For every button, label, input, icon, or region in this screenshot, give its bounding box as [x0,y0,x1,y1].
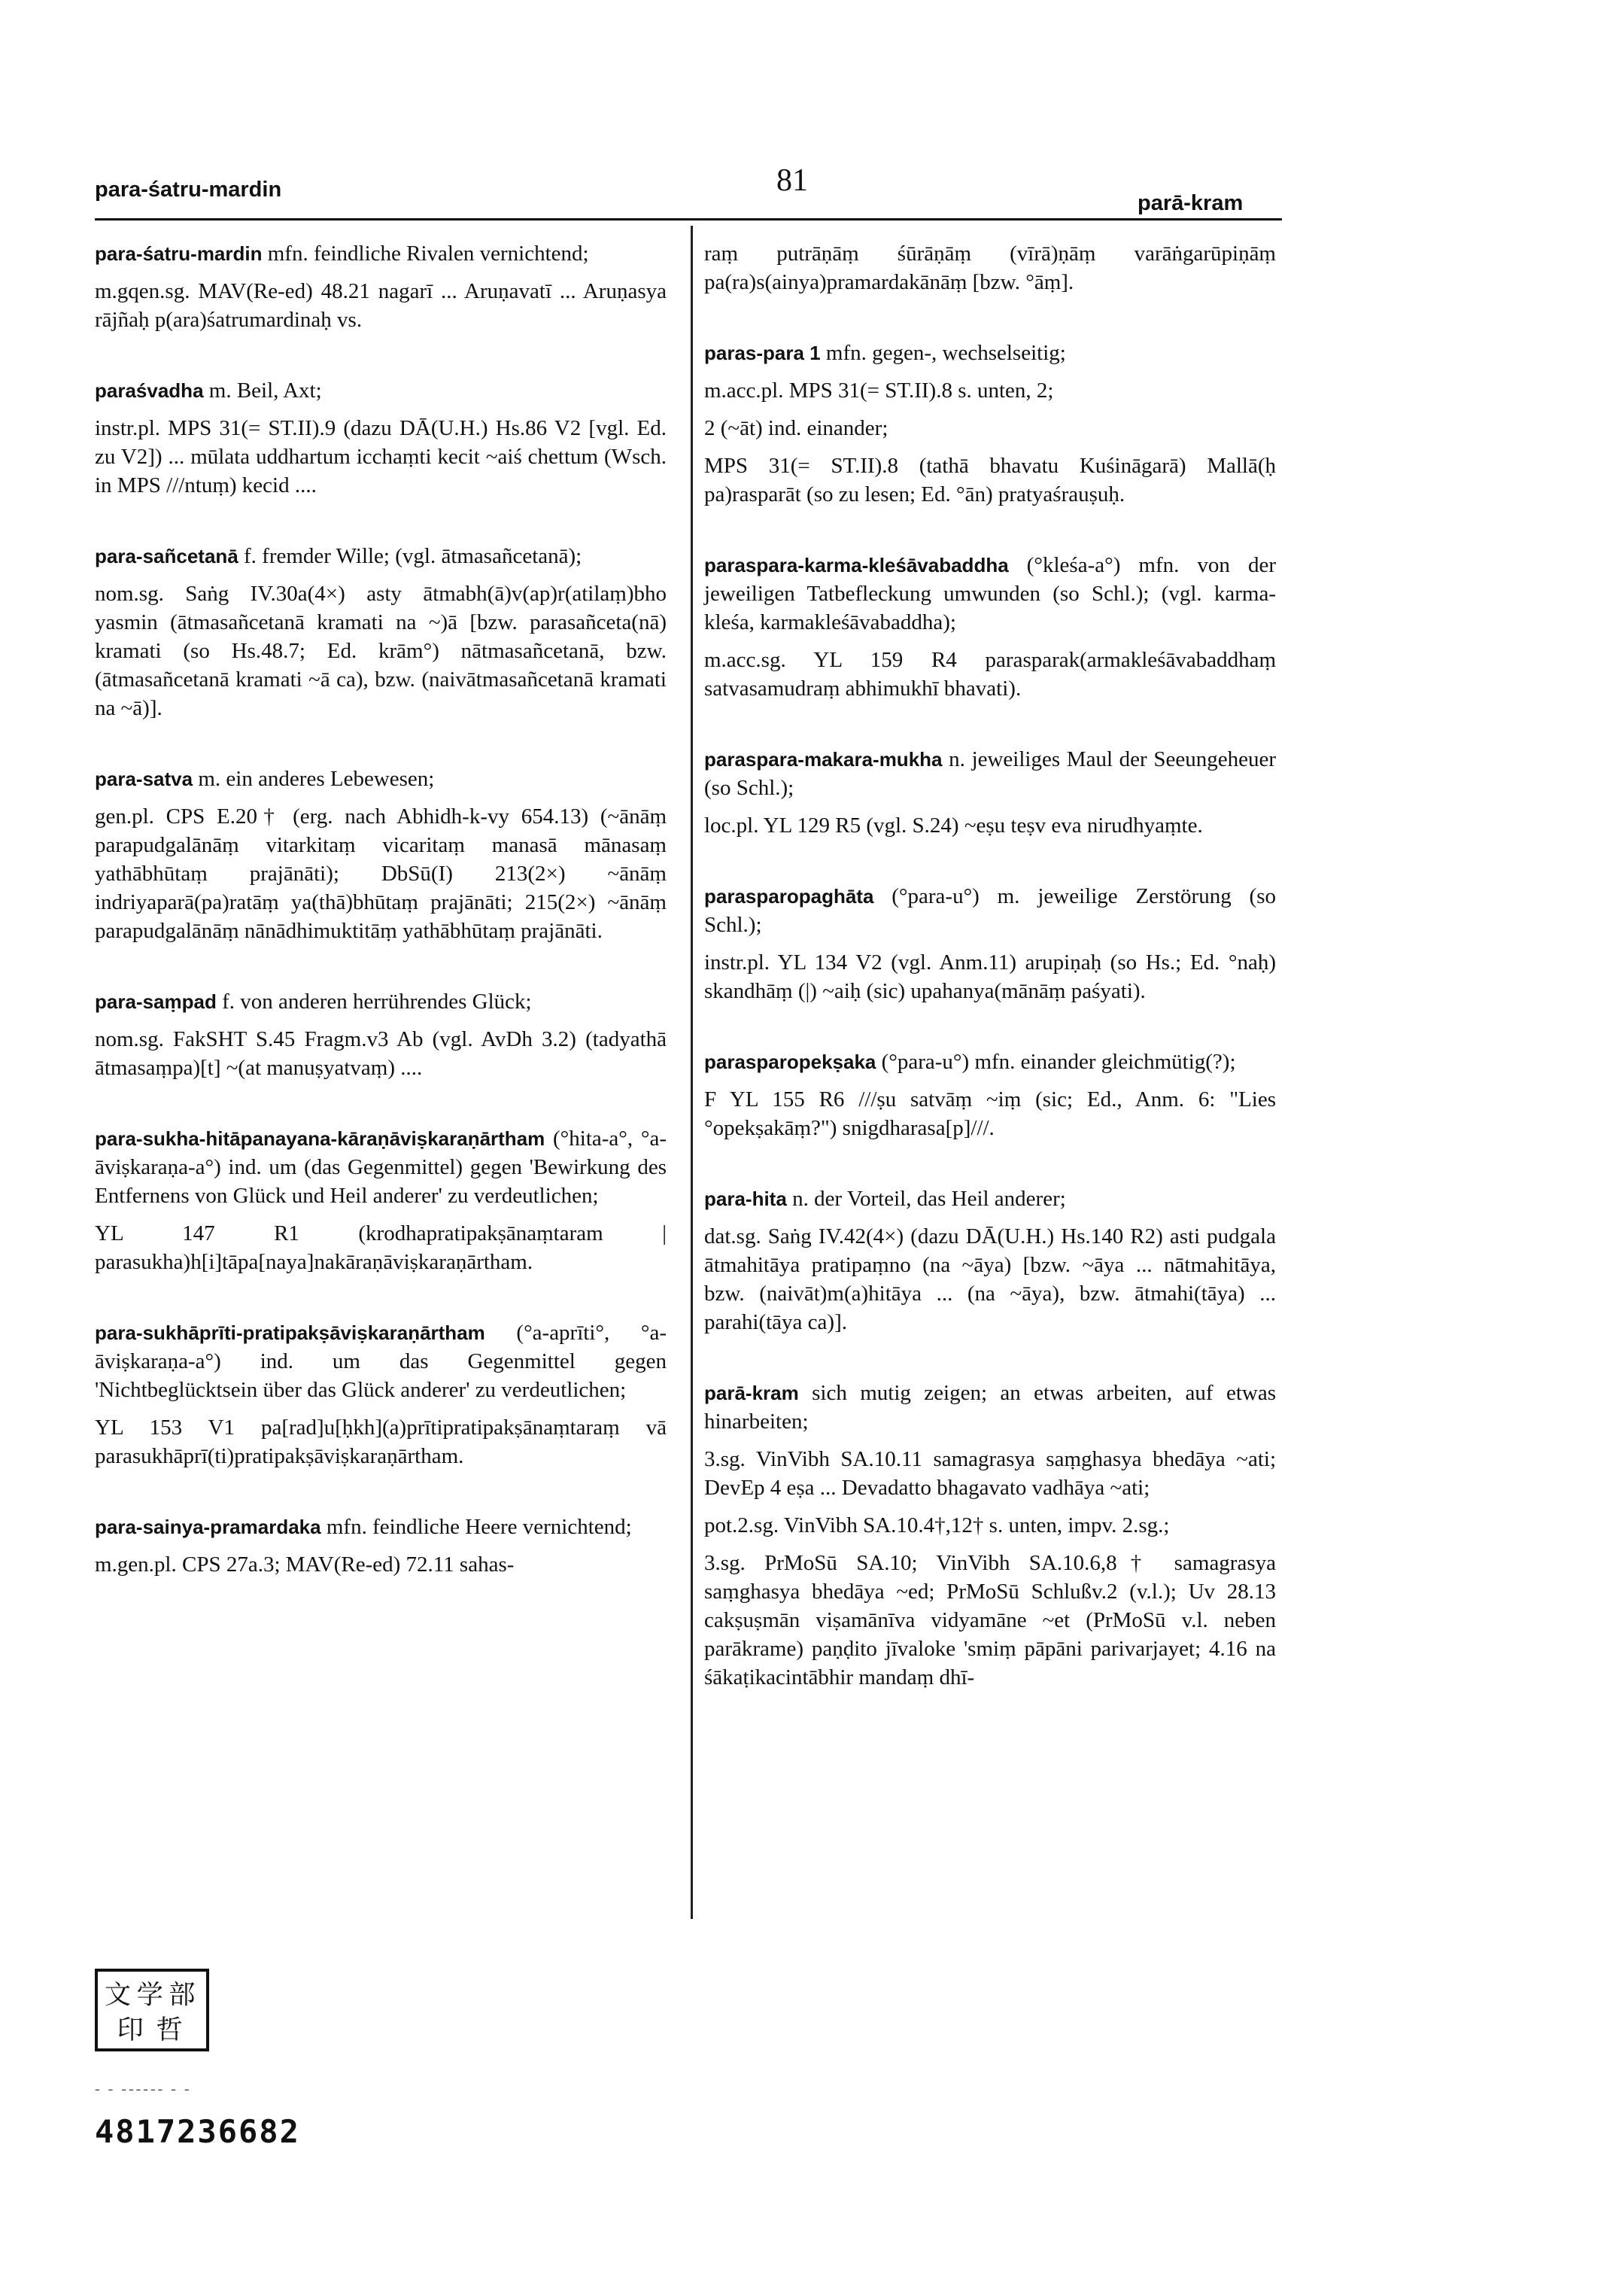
entry-text: mfn. feindliche Heere vernichtend; [326,1515,632,1539]
entry-text: nom.sg. FakSHT S.45 Fragm.v3 Ab (vgl. AvDh 3.2) (tadyathā ātmasaṃpa)[t] ~(at manuṣyatvaṃ) .... [95,1027,667,1080]
entry-citation [95,802,667,945]
entry-headword: para-saṃpad [95,990,217,1013]
entry-definition [95,1124,667,1210]
entry-citation [704,1222,1276,1337]
entry-citation [704,948,1276,1005]
entry-headword: paraspara-makara-mukha [704,748,943,771]
dictionary-entry [95,1318,667,1470]
dictionary-entry [704,551,1276,703]
entry-headword: para-sañcetanā [95,545,238,567]
scan-noise: - - ------ - - [95,2081,192,2097]
entry-headword: parasparopekṣaka [704,1051,876,1073]
entry-text: f. fremder Wille; (vgl. ātmasañcetanā); [244,544,582,568]
entry-text: pot.2.sg. VinVibh SA.10.4†,12† s. unten, impv. 2.sg.; [704,1513,1170,1537]
entry-text: f. von anderen herrührendes Glück; [222,990,532,1014]
entry-text: nom.sg. Saṅg IV.30a(4×) asty ātmabh(ā)v(ap)r(atilaṃ)bho yasmin (ātmasañcetanā kramati na ~)ā [bzw. parasañceta(nā) kramati (so Hs.48.7; Ed. krām°) nātmasañcetanā, bzw. (ātmasañcetanā kramati ~ā ca), bzw. (naivātmasañcetanā kramati na ~ā)]. [95,582,667,720]
entry-citation [704,414,1276,442]
entry-headword: para-sukhāprīti-pratipakṣāviṣkaraṇārtham [95,1321,485,1344]
entry-text: loc.pl. YL 129 R5 (vgl. S.24) ~eṣu teṣv eva nirudhyaṃte. [704,813,1203,838]
entry-text: 3.sg. PrMoSū SA.10; VinVibh SA.10.6,8† samagrasya saṃghasya bhedāya ~ed; PrMoSū Schlußv.2 (v.l.); Uv 28.13 cakṣuṣmān viṣamānīva vidyamāne ~et (PrMoSū v.l. neben parākrame) paṇḍito jīvaloke 'smiṃ pāpāni parivarjayet; 4.16 na śākaṭikacintābhir mandaṃ dhī- [704,1551,1276,1689]
entry-headword: paras-para 1 [704,342,821,364]
entry-text: YL 153 V1 pa[rad]u[ḥkh](a)prītipratipakṣānaṃtaraṃ vā parasukhāprī(ti)pratipakṣāviṣkaraṇārtham. [95,1416,667,1468]
column-divider [691,226,693,1919]
entry-citation [95,1219,667,1276]
entry-headword: paraśvadha [95,379,204,402]
dictionary-entry [95,1513,667,1579]
entry-definition [95,1513,667,1541]
entry-text: instr.pl. YL 134 V2 (vgl. Anm.11) arupiṇaḥ (so Hs.; Ed. °naḥ) skandhāṃ (|) ~aiḥ (sic) upahanya(mānāṃ paśyati). [704,950,1276,1003]
entry-citation [95,1413,667,1470]
entry-headword: para-hita [704,1188,787,1210]
stamp-char: 哲 [156,2015,183,2046]
entry-text: mfn. feindliche Rivalen vernichtend; [267,242,589,266]
entry-citation [704,646,1276,703]
entry-citation [704,1085,1276,1142]
left-column [95,239,667,1621]
entry-citation [704,452,1276,509]
entry-text: (°para-u°) m. jeweilige Zerstörung (so Schl.); [704,884,1276,937]
entry-citation [704,1549,1276,1692]
dictionary-entry [95,987,667,1082]
running-head-right: parā-kram [1138,191,1244,215]
entry-text: m.acc.sg. YL 159 R4 parasparak(armakleśāvabaddhaṃ satvasamudraṃ abhimukhī bhavati). [704,648,1276,701]
entry-headword: para-śatru-mardin [95,242,263,265]
entry-text: n. jeweiliges Maul der Seeungeheuer (so Schl.); [704,747,1276,800]
entry-headword: para-sukha-hitāpanayana-kāraṇāviṣkaraṇārtham [95,1127,545,1150]
entry-text: MPS 31(= ST.II).8 (tathā bhavatu Kuśināgarā) Mallā(ḥ pa)rasparāt (so zu lesen; Ed. °ān) pratyaśrauṣuḥ. [704,454,1276,506]
dictionary-entry [95,765,667,945]
entry-citation [95,414,667,500]
entry-text: F YL 155 R6 ///ṣu satvāṃ ~iṃ (sic; Ed., Anm. 6: "Lies °opekṣakāṃ?") snigdharasa[p]///. [704,1087,1276,1140]
entry-definition [704,339,1276,367]
entry-citation [704,1511,1276,1540]
entry-headword: para-sainya-pramardaka [95,1516,321,1538]
entry-definition [95,542,667,570]
dictionary-entry [704,1184,1276,1337]
running-head-left: para-śatru-mardin [95,178,282,202]
dictionary-entry [704,1048,1276,1142]
entry-text: (°hita-a°, °a-āviṣkaraṇa-a°) ind. um (das Gegenmittel) gegen 'Bewirkung des Entfernens von Glück und Heil anderer' zu verdeutlichen; [95,1127,667,1208]
entry-headword: para-satva [95,768,193,790]
entry-text: m. ein anderes Lebewesen; [198,767,435,791]
entry-text: gen.pl. CPS E.20† (erg. nach Abhidh-k-vy 654.13) (~ānāṃ parapudgalānāṃ vitarkitaṃ vicaritaṃ manasā mānasaṃ yathābhūtaṃ prajānāti); DbSū(I) 213(2×) ~ānāṃ indriyaparā(pa)ratāṃ ya(thā)bhūtaṃ prajānāti; 215(2×) ~ānāṃ parapudgalānāṃ nānādhimuktitāṃ yathābhūtaṃ prajānāti. [95,804,667,943]
entry-definition [95,239,667,268]
entry-definition [95,376,667,405]
entry-definition [95,765,667,793]
dictionary-entry [95,1124,667,1276]
entry-headword: parasparopaghāta [704,885,874,908]
entry-definition [704,882,1276,939]
entry-definition [95,1318,667,1404]
entry-text: n. der Vorteil, das Heil anderer; [792,1187,1066,1211]
entry-citation [95,1550,667,1579]
entry-headword: paraspara-karma-kleśāvabaddha [704,554,1009,576]
entry-citation [95,277,667,334]
entry-text: 2 (~āt) ind. einander; [704,416,888,440]
entry-citation [704,376,1276,405]
entry-text: YL 147 R1 (krodhapratipakṣānaṃtaram | parasukha)h[i]tāpa[naya]nakāraṇāviṣkaraṇārtham. [95,1221,667,1274]
entry-citation [95,579,667,722]
entry-text: raṃ putrāṇāṃ śūrāṇāṃ (vīrā)ṇāṃ varāṅgarūpiṇāṃ pa(ra)s(ainya)pramardakānāṃ [bzw. °āṃ]. [704,242,1276,294]
entry-citation [704,1445,1276,1502]
dictionary-entry [95,542,667,722]
entry-definition [95,987,667,1016]
dictionary-entry [704,745,1276,840]
entry-definition [704,239,1276,297]
entry-text: m.gen.pl. CPS 27a.3; MAV(Re-ed) 72.11 sahas- [95,1552,515,1577]
entry-definition [704,745,1276,802]
entry-text: mfn. gegen-, wechselseitig; [825,341,1066,365]
entry-text: (°kleśa-a°) mfn. von der jeweiligen Tatbefleckung umwunden (so Schl.); (vgl. karma-kleśa, karmakleśāvabaddha); [704,553,1277,634]
stamp-glyphs [98,1972,206,2048]
dictionary-entry [704,339,1276,509]
entry-definition [704,551,1276,637]
entry-text: (°a-aprīti°, °a-āviṣkaraṇa-a°) ind. um das Gegenmittel gegen 'Nichtbeglücktsein über das Glück anderer' zu verdeutlichen; [95,1321,667,1402]
entry-text: (°para-u°) mfn. einander gleichmütig(?); [881,1050,1236,1074]
right-column [704,239,1276,1734]
dictionary-entry [95,239,667,334]
entry-definition [704,1048,1276,1076]
entry-text: m.acc.pl. MPS 31(= ST.II).8 s. unten, 2; [704,379,1054,403]
stamp-char: 部 [169,1979,196,2011]
entry-citation [95,1025,667,1082]
entry-text: instr.pl. MPS 31(= ST.II).9 (dazu DĀ(U.H.) Hs.86 V2 [vgl. Ed. zu V2]) ... mūlata uddhartum icchaṃti kecit ~aiś chettum (Wsch. in MPS ///ntuṃ) kecid .... [95,416,667,497]
page-number: 81 [776,163,808,198]
header-rule [95,218,1282,220]
entry-text: m. Beil, Axt; [208,379,322,403]
stamp-char: 印 [117,2015,144,2046]
entry-definition [704,1184,1276,1213]
entry-citation [704,811,1276,840]
dictionary-entry [704,882,1276,1005]
entry-text: m.gqen.sg. MAV(Re-ed) 48.21 nagarī ... Aruṇavatī ... Aruṇasya rājñaḥ p(ara)śatrumardinaḥ vs. [95,279,667,332]
dictionary-entry [95,376,667,500]
library-stamp [95,1969,209,2051]
dictionary-entry [704,1379,1276,1692]
stamp-char: 文 [104,1979,132,2011]
dictionary-entry [704,239,1276,297]
barcode-number: 4817236682 [95,2113,300,2150]
stamp-char: 学 [136,1979,163,2011]
entry-headword: parā-kram [704,1382,799,1404]
entry-text: sich mutig zeigen; an etwas arbeiten, auf etwas hinarbeiten; [704,1381,1276,1434]
entry-definition [704,1379,1276,1436]
entry-text: dat.sg. Saṅg IV.42(4×) (dazu DĀ(U.H.) Hs.140 R2) asti pudgala ātmahitāya pratipaṃno (na ~āya) [bzw. ~āya ... nātmahitāya, bzw. (naivāt)m(a)hitāya ... (na ~āya), bzw. ātmahi(tāya) ... parahi(tāya ca)]. [704,1224,1276,1334]
entry-text: 3.sg. VinVibh SA.10.11 samagrasya saṃghasya bhedāya ~ati; DevEp 4 eṣa ... Devadatto bhagavato vadhāya ~ati; [704,1447,1276,1500]
